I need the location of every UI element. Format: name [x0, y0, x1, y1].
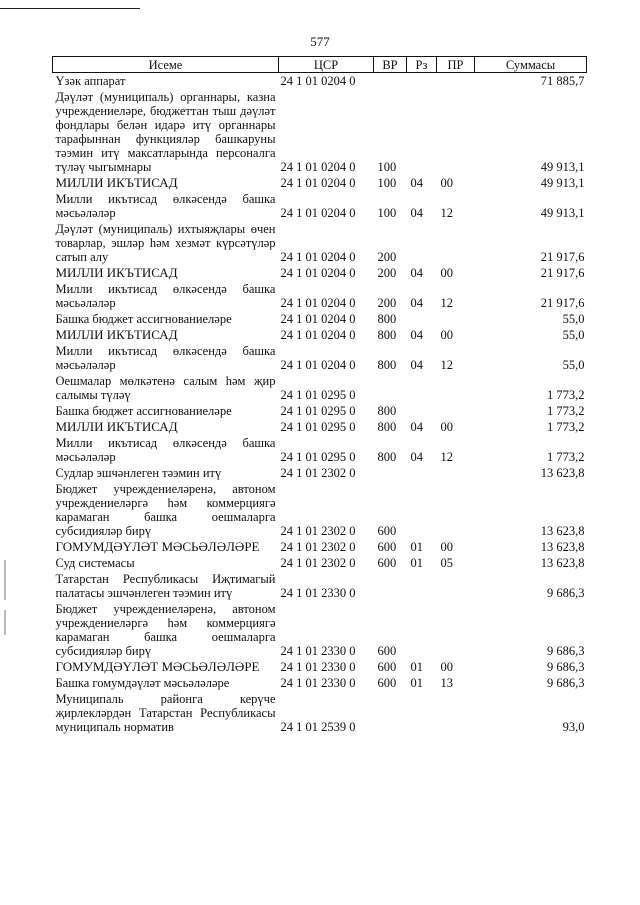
cell-pr	[437, 373, 475, 403]
cell-name: МИЛЛИ ИКЪТИСАД	[55, 419, 178, 434]
cell-sum: 21 917,6	[540, 250, 585, 264]
cell-csr: 24 1 01 0295 0	[280, 388, 356, 402]
table-row	[53, 659, 587, 675]
cell-name: Дәүләт (муниципаль) органнары, казна учреждениеләре, бюджеттан тыш дәүләт фондлары белән идарә итү органнары тарафыннан функцияләр башкаруны тәэмин итү максатларында персоналга түләү чыгымнары	[55, 90, 276, 174]
cell-rz	[407, 311, 437, 327]
cell-sum: 13 623,8	[540, 540, 585, 554]
cell-pr	[437, 311, 475, 327]
cell-sum: 13 623,8	[540, 556, 585, 570]
cell-pr	[437, 465, 475, 481]
cell-sum: 55,0	[562, 312, 585, 326]
cell-pr	[437, 601, 475, 659]
cell-name: Дәүләт (муниципаль) ихтыяҗлары өчен товарлар, эшләр һәм хезмәт күрсәтүләр сатып алу	[55, 222, 276, 264]
header-rz: Рз	[407, 57, 437, 73]
cell-sum: 9 686,3	[547, 644, 585, 658]
table-row	[53, 555, 587, 571]
cell-sum: 1 773,2	[547, 404, 585, 418]
cell-sum: 9 686,3	[547, 586, 585, 600]
top-rule	[0, 8, 140, 9]
cell-rz: 01	[410, 540, 423, 554]
cell-name: Милли икътисад өлкәсендә башка мәсьәләләр	[55, 344, 276, 372]
cell-csr: 24 1 01 0204 0	[280, 176, 356, 190]
table-row	[53, 403, 587, 419]
table-row	[53, 465, 587, 481]
cell-csr: 24 1 01 0204 0	[280, 74, 356, 88]
cell-pr: 00	[440, 660, 453, 674]
table-row	[53, 281, 587, 311]
cell-sum: 1 773,2	[547, 450, 585, 464]
cell-vr: 200	[377, 250, 397, 264]
cell-rz: 04	[410, 176, 423, 190]
cell-csr: 24 1 01 2330 0	[280, 644, 356, 658]
cell-vr: 100	[377, 176, 397, 190]
table-row	[53, 175, 587, 191]
cell-name: Бюджет учреждениеләренә, автоном учреждениеләргә һәм коммерциягә карамаган башка оешмаларга субсидияләр бирү	[55, 602, 276, 658]
cell-sum: 1 773,2	[547, 388, 585, 402]
cell-sum: 93,0	[562, 720, 585, 734]
cell-rz	[407, 571, 437, 601]
cell-vr: 800	[377, 312, 397, 326]
cell-vr: 800	[377, 358, 397, 372]
table-row	[53, 675, 587, 691]
table-row	[53, 89, 587, 175]
cell-rz: 04	[410, 450, 423, 464]
cell-rz: 04	[410, 296, 423, 310]
cell-vr: 600	[377, 524, 397, 538]
cell-vr: 600	[377, 676, 397, 690]
table-row	[53, 539, 587, 555]
cell-name: Оешмалар мөлкәтенә салым һәм җир салымы түләү	[55, 374, 276, 402]
cell-name: Башка бюджет ассигнованиеләре	[55, 404, 232, 418]
cell-vr: 800	[377, 404, 397, 418]
cell-name: Суд системасы	[55, 556, 135, 570]
cell-rz: 04	[410, 358, 423, 372]
cell-csr: 24 1 01 0204 0	[280, 358, 356, 372]
header-vr: ВР	[374, 57, 407, 73]
cell-sum: 49 913,1	[540, 206, 585, 220]
cell-rz	[407, 691, 437, 735]
cell-vr	[374, 373, 407, 403]
cell-csr: 24 1 01 0295 0	[280, 420, 356, 434]
table-row	[53, 327, 587, 343]
cell-csr: 24 1 01 0204 0	[280, 160, 356, 174]
cell-name: МИЛЛИ ИКЪТИСАД	[55, 265, 178, 280]
cell-rz: 04	[410, 420, 423, 434]
cell-csr: 24 1 01 0204 0	[280, 266, 356, 280]
cell-sum: 21 917,6	[540, 296, 585, 310]
cell-pr	[437, 691, 475, 735]
cell-rz	[407, 89, 437, 175]
cell-name: ГОМУМДӘҮЛӘТ МӘСЬӘЛӘЛӘРЕ	[55, 539, 260, 554]
header-pr: ПР	[437, 57, 475, 73]
cell-sum: 71 885,7	[540, 74, 585, 88]
cell-pr: 12	[440, 450, 453, 464]
table-row	[53, 73, 587, 90]
cell-name: Башка бюджет ассигнованиеләре	[55, 312, 232, 326]
cell-rz: 04	[410, 328, 423, 342]
cell-vr: 100	[377, 206, 397, 220]
cell-name: Татарстан Республикасы Иҗтимагый палатасы эшчәнлеген тәэмин итү	[55, 572, 276, 600]
table-row	[53, 481, 587, 539]
cell-rz	[407, 73, 437, 90]
cell-vr: 200	[377, 266, 397, 280]
cell-sum: 49 913,1	[540, 160, 585, 174]
cell-rz: 04	[410, 206, 423, 220]
cell-vr	[374, 691, 407, 735]
table-body	[53, 73, 587, 736]
cell-rz	[407, 601, 437, 659]
cell-pr: 12	[440, 296, 453, 310]
cell-csr: 24 1 01 0204 0	[280, 206, 356, 220]
cell-vr: 600	[377, 660, 397, 674]
cell-pr: 12	[440, 358, 453, 372]
cell-rz	[407, 221, 437, 265]
cell-pr	[437, 571, 475, 601]
cell-name: Милли икътисад өлкәсендә башка мәсьәләләр	[55, 436, 276, 464]
cell-name: Милли икътисад өлкәсендә башка мәсьәләләр	[55, 192, 276, 220]
cell-rz	[407, 465, 437, 481]
cell-pr	[437, 73, 475, 90]
page-number: 577	[310, 34, 330, 49]
cell-rz: 01	[410, 676, 423, 690]
cell-rz: 04	[410, 266, 423, 280]
cell-csr: 24 1 01 2302 0	[280, 540, 356, 554]
cell-csr: 24 1 01 2330 0	[280, 586, 356, 600]
header-csr: ЦСР	[279, 57, 374, 73]
cell-csr: 24 1 01 0204 0	[280, 296, 356, 310]
table-row	[53, 601, 587, 659]
cell-rz	[407, 481, 437, 539]
table-row	[53, 191, 587, 221]
cell-sum: 9 686,3	[547, 676, 585, 690]
cell-pr: 05	[440, 556, 453, 570]
cell-pr	[437, 403, 475, 419]
cell-sum: 13 623,8	[540, 466, 585, 480]
cell-csr: 24 1 01 2330 0	[280, 676, 356, 690]
table-row	[53, 265, 587, 281]
cell-name: Башка гомумдәүләт мәсьәләләре	[55, 676, 230, 690]
cell-sum: 13 623,8	[540, 524, 585, 538]
cell-vr	[374, 465, 407, 481]
cell-rz	[407, 403, 437, 419]
table-row	[53, 343, 587, 373]
table-row	[53, 691, 587, 735]
table-header-row	[53, 57, 587, 73]
cell-name: Судлар эшчәнлеген тәэмин итү	[55, 466, 222, 480]
cell-csr: 24 1 01 2302 0	[280, 466, 356, 480]
cell-name: МИЛЛИ ИКЪТИСАД	[55, 327, 178, 342]
cell-name: МИЛЛИ ИКЪТИСАД	[55, 175, 178, 190]
cell-name: Милли икътисад өлкәсендә башка мәсьәләләр	[55, 282, 276, 310]
cell-csr: 24 1 01 2539 0	[280, 720, 356, 734]
cell-rz	[407, 373, 437, 403]
margin-mark	[4, 610, 6, 635]
cell-pr	[437, 221, 475, 265]
cell-pr: 00	[440, 176, 453, 190]
cell-sum: 55,0	[562, 328, 585, 342]
cell-vr: 600	[377, 644, 397, 658]
cell-csr: 24 1 01 0204 0	[280, 312, 356, 326]
table-row	[53, 221, 587, 265]
cell-sum: 21 917,6	[540, 266, 585, 280]
cell-sum: 1 773,2	[547, 420, 585, 434]
cell-pr	[437, 89, 475, 175]
cell-vr: 200	[377, 296, 397, 310]
cell-vr: 100	[377, 160, 397, 174]
cell-csr: 24 1 01 0295 0	[280, 404, 356, 418]
table-row	[53, 373, 587, 403]
cell-name: Үзәк аппарат	[55, 74, 126, 88]
cell-pr: 12	[440, 206, 453, 220]
budget-table	[52, 56, 587, 735]
cell-csr: 24 1 01 0204 0	[280, 328, 356, 342]
cell-csr: 24 1 01 2302 0	[280, 524, 356, 538]
cell-vr: 600	[377, 556, 397, 570]
cell-pr	[437, 481, 475, 539]
cell-csr: 24 1 01 2302 0	[280, 556, 356, 570]
table-row	[53, 419, 587, 435]
table-row	[53, 435, 587, 465]
cell-vr: 800	[377, 328, 397, 342]
margin-mark	[4, 560, 6, 600]
cell-pr: 00	[440, 540, 453, 554]
cell-sum: 55,0	[562, 358, 585, 372]
table-row	[53, 571, 587, 601]
cell-rz: 01	[410, 660, 423, 674]
cell-pr: 00	[440, 420, 453, 434]
table-row	[53, 311, 587, 327]
cell-csr: 24 1 01 0204 0	[280, 250, 356, 264]
header-sum: Суммасы	[475, 57, 587, 73]
cell-rz: 01	[410, 556, 423, 570]
cell-name: Муниципаль районга керүче җирлекләрдән Татарстан Республикасы муниципаль норматив	[55, 692, 276, 734]
cell-pr: 00	[440, 266, 453, 280]
cell-sum: 49 913,1	[540, 176, 585, 190]
cell-name: ГОМУМДӘҮЛӘТ МӘСЬӘЛӘЛӘРЕ	[55, 659, 260, 674]
cell-vr: 600	[377, 540, 397, 554]
cell-vr	[374, 571, 407, 601]
cell-pr: 00	[440, 328, 453, 342]
cell-csr: 24 1 01 0295 0	[280, 450, 356, 464]
cell-pr: 13	[440, 676, 453, 690]
cell-sum: 9 686,3	[547, 660, 585, 674]
header-name: Исеме	[53, 57, 279, 73]
cell-vr: 800	[377, 450, 397, 464]
cell-vr	[374, 73, 407, 90]
cell-name: Бюджет учреждениеләренә, автоном учреждениеләргә һәм коммерциягә карамаган башка оешмаларга субсидияләр бирү	[55, 482, 276, 538]
cell-csr: 24 1 01 2330 0	[280, 660, 356, 674]
cell-vr: 800	[377, 420, 397, 434]
